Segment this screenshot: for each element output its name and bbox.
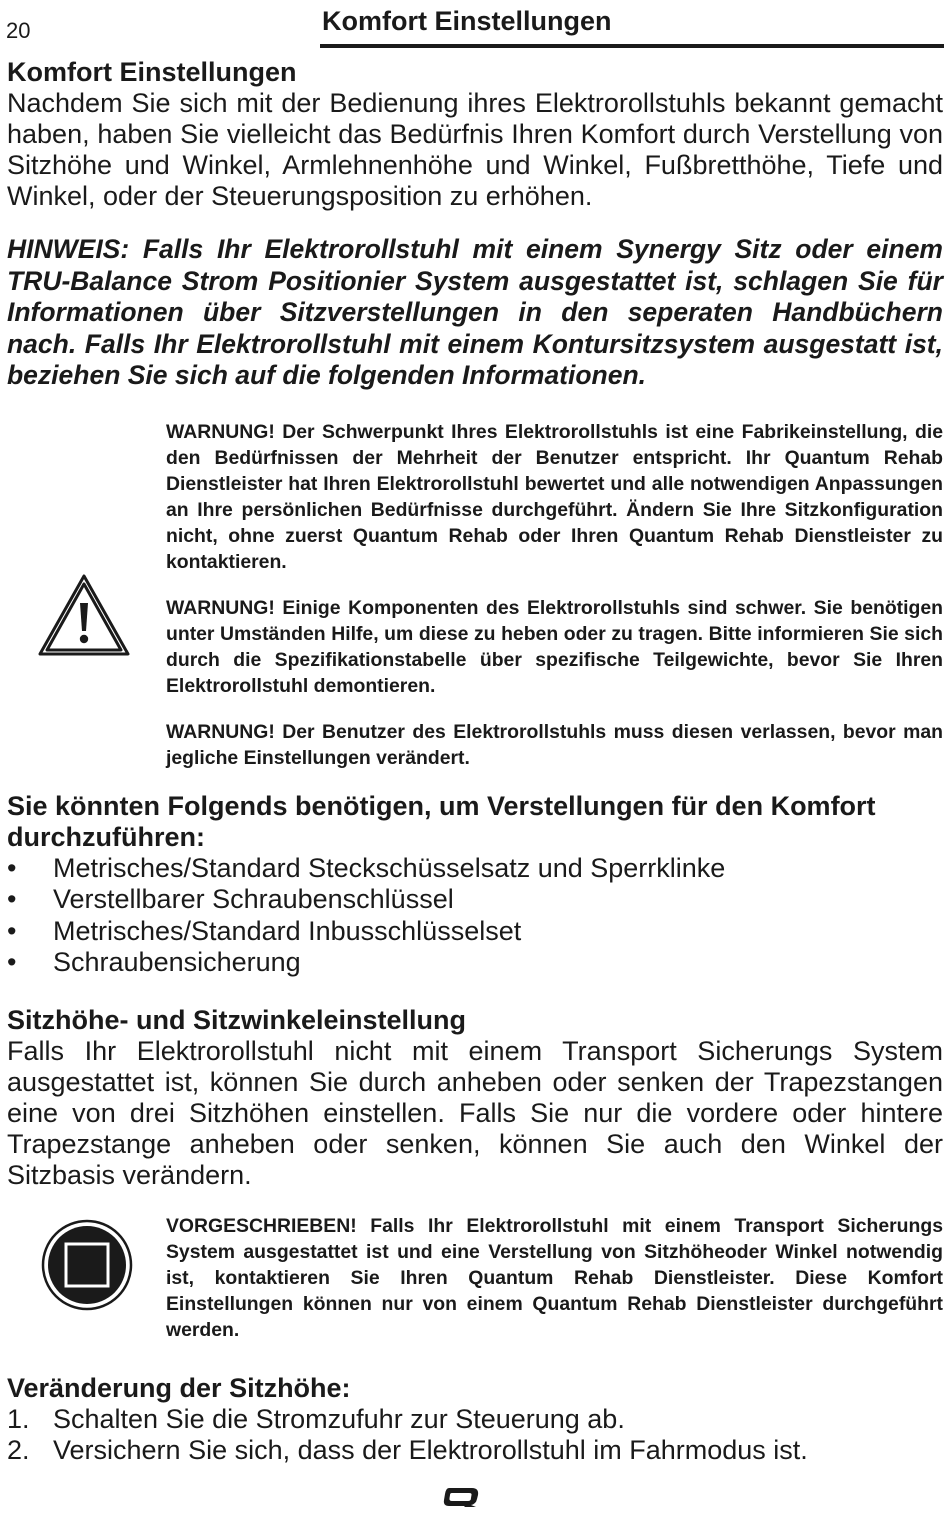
seat-paragraph: Falls Ihr Elektrorollstuhl nicht mit einem Transport Sicherungs System ausgestattet ist, können Sie durch anheben oder senken der Trapezstangen eine von drei Sitzhöhen einstellen. Falls Sie nur die vordere oder hintere Trapezstange anheben oder senken, können Sie auch den Winkel der Sitzbasis verändern. (7, 1035, 943, 1190)
list-item: • Schraubensicherung (7, 947, 943, 979)
mandatory-text: VORGESCHRIEBEN! Falls Ihr Elektrorollstuhl mit einem Transport Sicherungs System ausgestattet ist und eine Verstellung von Sitzhöheoder Winkel notwendig ist, kontaktieren Sie Ihren Quantum Rehab Dienstleister. Diese Komfort Einstellungen können nur von einem Quantum Rehab Dienstleister durchgeführt werden. (166, 1214, 943, 1341)
quantum-logo-icon (441, 1486, 481, 1508)
warning-text-block (166, 419, 943, 771)
warning-triangle-icon (37, 573, 131, 657)
step-text: Versichern Sie sich, dass der Elektrorollstuhl im Fahrmodus ist. (53, 1435, 808, 1465)
mandatory-callout (7, 1213, 943, 1343)
page-content (7, 57, 943, 1467)
list-item: • Metrisches/Standard Steckschüsselsatz und Sperrklinke (7, 853, 943, 885)
mandatory-text-block (166, 1213, 943, 1343)
warning-callout (7, 419, 943, 771)
warning-2: WARNUNG! Einige Komponenten des Elektrorollstuhls sind schwer. Sie benötigen unter Umständen Hilfe, um diese zu heben oder zu tragen. Bitte informieren Sie sich durch die Spezifikationstabelle über spezifische Teilgewichte, bevor Sie Ihren Elektrorollstuhl demontieren. (166, 596, 943, 697)
header-rule (320, 44, 944, 48)
section-heading-seat: Sitzhöhe- und Sitzwinkeleinstellung (7, 1004, 467, 1035)
list-item (7, 1435, 943, 1467)
warning-3: WARNUNG! Der Benutzer des Elektrorollstuhls muss diesen verlassen, bevor man jegliche Einstellungen verändert. (166, 720, 943, 769)
page-number: 20 (6, 18, 31, 43)
tools-heading: Sie könnten Folgends benötigen, um Verstellungen für den Komfort durchzuführen: (7, 790, 876, 852)
note-paragraph: HINWEIS: Falls Ihr Elektrorollstuhl mit einem Synergy Sitz oder einem TRU-Balance Strom Positionier System ausgestattet ist, schlagen Sie für Informationen über Sitzverstellungen in den seperaten Handbüchern nach. Falls Ihr Elektrorollstuhl mit einem Kontursitzsystem ausgestatt ist, beziehen Sie sich auf die folgenden Informationen. (7, 234, 943, 390)
step-text: Schalten Sie die Stromzufuhr zur Steuerung ab. (53, 1403, 625, 1434)
step-number: 2. (7, 1435, 30, 1465)
step-number: 1. (7, 1403, 30, 1434)
steps-list (7, 1404, 943, 1467)
list-item: • Metrisches/Standard Inbusschlüsselset (7, 916, 943, 948)
steps-heading: Veränderung der Sitzhöhe: (7, 1372, 351, 1403)
tools-list (7, 853, 943, 979)
warning-1: WARNUNG! Der Schwerpunkt Ihres Elektrorollstuhls ist eine Fabrikeinstellung, die den Bedürfnissen der Mehrheit der Benutzer entspricht. Ihr Quantum Rehab Dienstleister hat Ihren Elektrorollstuhl bewertet und alle notwendigen Anpassungen an Ihre persönlichen Bedürfnisse durchgeführt. Ändern Sie Ihre Sitzkonfiguration nicht, ohne zuerst Quantum Rehab oder Ihren Quantum Rehab Dienstleister zu kontaktieren. (166, 420, 943, 573)
mandatory-square-icon (41, 1219, 133, 1311)
running-header-title: Komfort Einstellungen (322, 6, 612, 36)
list-item (7, 1404, 943, 1436)
intro-paragraph: Nachdem Sie sich mit der Bedienung ihres Elektrorollstuhls bekannt gemacht haben, haben Sie vielleicht das Bedürfnis Ihren Komfort durch Verstellung von Sitzhöhe und Winkel, Armlehnenhöhe und Winkel, Fußbretthöhe, Tiefe und Winkel, oder der Steuerungsposition zu erhöhen. (7, 88, 943, 211)
section-heading-comfort: Komfort Einstellungen (7, 57, 297, 87)
list-item: • Verstellbarer Schraubenschlüssel (7, 884, 943, 916)
